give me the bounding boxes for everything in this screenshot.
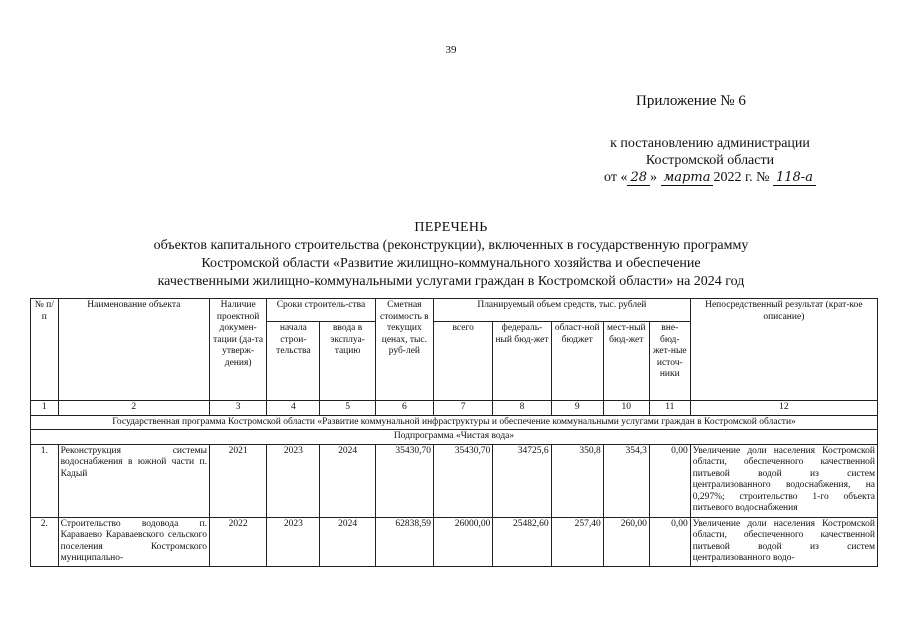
row-result: Увеличение доли населения Костромской области, обеспеченного качественной питьевой водой из систем централизованного водоснабжения, на 0,297%; строительство 1-го объекта питьевого водоснабжения [690,444,877,517]
header-regional: област-ной бюджет [551,322,603,401]
row-offbudget: 0,00 [649,444,690,517]
column-number-cell: 9 [551,401,603,416]
row-num: 2. [31,517,59,566]
row-total: 26000,00 [434,517,493,566]
decree-number: 118-а [773,170,816,186]
column-number-cell: 11 [649,401,690,416]
column-number-cell: 4 [267,401,320,416]
row-name: Строительство водовода п. Караваево Караваевского сельского поселения Костромского муниципально- [58,517,209,566]
title-line-3: качественными жилищно-коммунальными услугами граждан в Костромской области» на 2024 год [157,274,745,289]
header-terms: Сроки строитель-ства [267,299,375,322]
row-estimate: 35430,70 [375,444,433,517]
decree-line-2: Костромской области [645,153,775,168]
column-number-cell: 12 [690,401,877,416]
row-commission: 2024 [320,444,375,517]
row-local: 354,3 [603,444,649,517]
program-row [31,415,878,430]
decree-month: марта [661,170,714,186]
header-planned: Планируемый объем средств, тыс. рублей [434,299,691,322]
decree-line-1: к постановлению администрации [610,136,810,151]
title-line-1: объектов капитального строительства (реконструкции), включенных в государственную программу [153,238,749,253]
program-title: Государственная программа Костромской области «Развитие коммунальной инфраструктуры и обеспечение коммунальными услугами граждан в Костромской области» [31,415,878,430]
column-number-cell: 5 [320,401,375,416]
row-regional: 257,40 [551,517,603,566]
row-estimate: 62838,59 [375,517,433,566]
column-number-cell: 6 [375,401,433,416]
decree-date-prefix: от « [604,170,628,185]
title-line-2: Костромской области «Развитие жилищно-коммунального хозяйства и обеспечение [201,256,701,271]
row-num: 1. [31,444,59,517]
objects-table [30,298,878,567]
header-federal: федераль-ный бюд-жет [493,322,551,401]
decree-reference [560,135,860,186]
row-federal: 34725,6 [493,444,551,517]
row-start: 2023 [267,444,320,517]
row-regional: 350,8 [551,444,603,517]
header-local: мест-ный бюд-жет [603,322,649,401]
row-docs: 2022 [210,517,267,566]
page-number: 39 [445,44,457,56]
header-docs: Наличие проектной докумен-тации (да-та утверж-дения) [210,299,267,401]
row-docs: 2021 [210,444,267,517]
row-start: 2023 [267,517,320,566]
row-local: 260,00 [603,517,649,566]
header-name: Наименование объекта [58,299,209,401]
row-name: Реконструкция системы водоснабжения в южной части п. Кадый [58,444,209,517]
header-start: начала строи-тельства [267,322,320,401]
row-result: Увеличение доли населения Костромской области, обеспеченного качественной питьевой водой из систем централизованного водо- [690,517,877,566]
header-offbudget: вне-бюд-жет-ные источ-ники [649,322,690,401]
row-total: 35430,70 [434,444,493,517]
appendix-label: Приложение № 6 [636,93,746,109]
decree-date-line [560,169,860,186]
title-heading: ПЕРЕЧЕНЬ [414,220,488,235]
document-title [0,219,902,291]
column-number-row [31,401,878,416]
row-offbudget: 0,00 [649,517,690,566]
column-number-cell: 3 [210,401,267,416]
column-number-cell: 8 [493,401,551,416]
decree-day: 28 [627,170,650,186]
column-number-cell: 2 [58,401,209,416]
column-number-cell: 1 [31,401,59,416]
header-estimate: Сметная стоимость в текущих ценах, тыс. руб-лей [375,299,433,401]
row-federal: 25482,60 [493,517,551,566]
subprogram-title: Подпрограмма «Чистая вода» [31,430,878,445]
header-num: № п/п [31,299,59,401]
column-number-cell: 10 [603,401,649,416]
decree-year: 2022 г. № [713,170,770,185]
table-row [31,444,878,517]
header-commission: ввода в эксплуа-тацию [320,322,375,401]
header-total: всего [434,322,493,401]
table-row [31,517,878,566]
subprogram-row [31,430,878,445]
header-row-1 [31,299,878,322]
row-commission: 2024 [320,517,375,566]
decree-quote-close: » [650,170,658,185]
column-number-cell: 7 [434,401,493,416]
header-result: Непосредственный результат (крат-кое описание) [690,299,877,401]
